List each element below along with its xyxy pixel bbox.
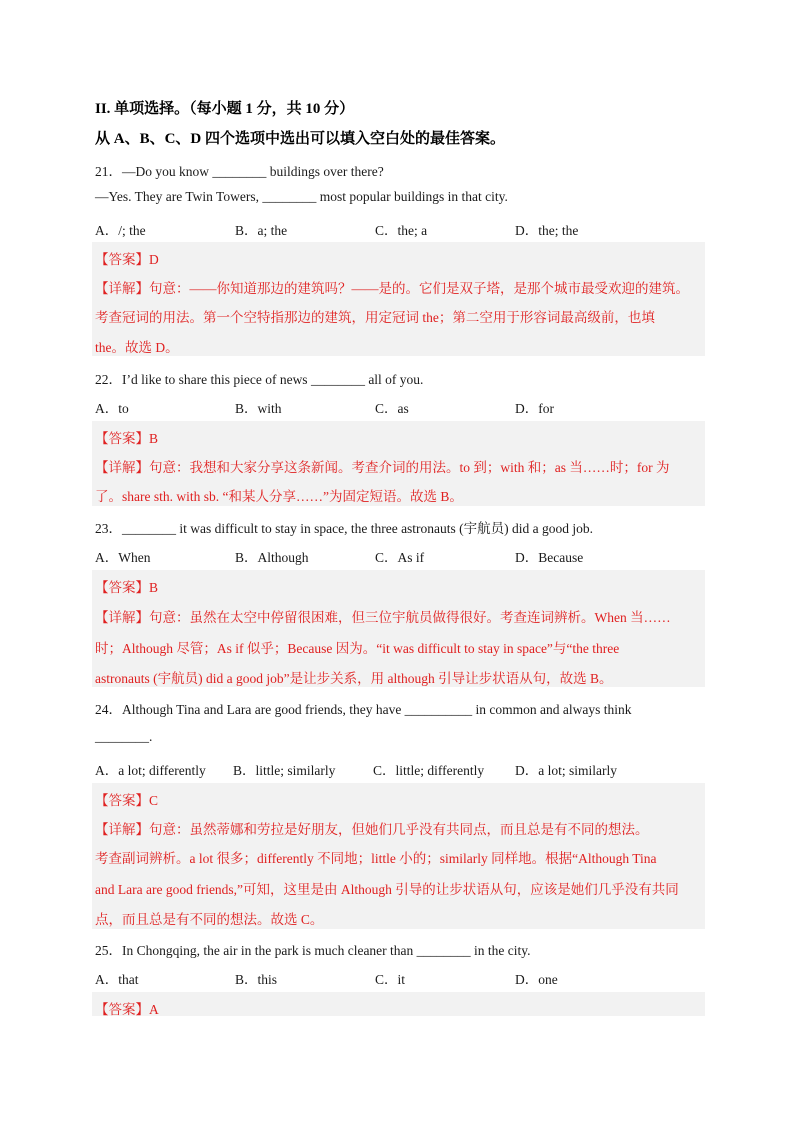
option-b: B．a; the: [235, 223, 288, 238]
question-24-line-2: ________.: [95, 729, 153, 744]
answer-box-21: [92, 242, 705, 356]
explanation-line: 考查副词辨析。a lot 很多；differently 不同地；little 小的；similarly 同样地。根据“Although Tina: [95, 851, 657, 866]
question-25-options: [95, 968, 705, 988]
option-c: C．it: [375, 972, 406, 987]
question-25-line-1: 25．In Chongqing, the air in the park is much cleaner than ________ in the city.: [95, 943, 531, 958]
option-a: A．/; the: [95, 223, 146, 238]
option-c: C．the; a: [375, 223, 428, 238]
question-22-line-1: 22．I’d like to share this piece of news ________ all of you.: [95, 372, 424, 387]
question-21-line-1: 21．—Do you know ________ buildings over there?: [95, 164, 384, 179]
answer-box-25: [92, 992, 705, 1016]
question-23-line-1: 23．________ it was difficult to stay in space, the three astronauts (宇航员) did a good job.: [95, 521, 594, 536]
option-a: A．When: [95, 550, 151, 565]
answer-box-23: [92, 570, 705, 687]
answer-label: 【答案】D: [95, 252, 159, 267]
answer-label: 【答案】B: [95, 431, 159, 446]
question-24-options: [95, 759, 705, 779]
answer-label: 【答案】B: [95, 580, 159, 595]
question-23-options: [95, 546, 705, 566]
question-21-options: [95, 219, 705, 239]
option-d: D．a lot; similarly: [515, 763, 617, 778]
question-21-line-2: —Yes. They are Twin Towers, ________ most popular buildings in that city.: [95, 189, 508, 204]
option-b: B．this: [235, 972, 278, 987]
answer-box-22: [92, 421, 705, 506]
answer-box-24: [92, 783, 705, 929]
explanation-line: 【详解】句意：虽然蒂娜和劳拉是好朋友，但她们几乎没有共同点，而且总是有不同的想法。: [95, 822, 649, 837]
option-a: A．that: [95, 972, 139, 987]
question-24-line-1: 24．Although Tina and Lara are good friends, they have __________ in common and always think: [95, 702, 632, 717]
explanation-line: 【详解】句意：虽然在太空中停留很困难，但三位宇航员做得很好。考查连词辨析。When 当……: [95, 610, 671, 625]
explanation-line: 时；Although 尽管；As if 似乎；Because 因为。“it was difficult to stay in space”与“the three: [95, 641, 620, 656]
option-b: B．little; similarly: [233, 763, 336, 778]
explanation-line: 【详解】句意：——你知道那边的建筑吗？——是的。它们是双子塔，是那个城市最受欢迎的建筑。: [95, 281, 689, 296]
option-b: B．Although: [235, 550, 309, 565]
option-d: D．for: [515, 401, 554, 416]
option-a: A．to: [95, 401, 129, 416]
option-d: D．one: [515, 972, 558, 987]
option-a: A．a lot; differently: [95, 763, 206, 778]
explanation-line: and Lara are good friends,”可知，这里是由 Although 引导的让步状语从句，应该是她们几乎没有共同: [95, 882, 679, 897]
explanation-line: astronauts (宇航员) did a good job”是让步关系，用 although 引导让步状语从句，故选 B。: [95, 671, 613, 686]
explanation-line: 了。share sth. with sb. “和某人分享……”为固定短语。故选 B。: [95, 489, 463, 504]
question-22-options: [95, 397, 705, 417]
option-c: C．little; differently: [373, 763, 485, 778]
option-d: D．the; the: [515, 223, 579, 238]
option-d: D．Because: [515, 550, 584, 565]
explanation-line: 点，而且总是有不同的想法。故选 C。: [95, 912, 324, 927]
section-instruction: 从 A、B、C、D 四个选项中选出可以填入空白处的最佳答案。: [95, 131, 506, 147]
option-b: B．with: [235, 401, 282, 416]
option-c: C．as: [375, 401, 409, 416]
answer-label: 【答案】A: [95, 1002, 159, 1017]
section-heading: II. 单项选择。（每小题 1 分，共 10 分）: [95, 101, 355, 117]
explanation-line: the。故选 D。: [95, 340, 179, 355]
answer-label: 【答案】C: [95, 793, 159, 808]
option-c: C．As if: [375, 550, 425, 565]
explanation-line: 【详解】句意：我想和大家分享这条新闻。考查介词的用法。to 到；with 和；as 当……时；for 为: [95, 460, 670, 475]
explanation-line: 考查冠词的用法。第一个空特指那边的建筑，用定冠词 the；第二空用于形容词最高级前，也填: [95, 310, 655, 325]
